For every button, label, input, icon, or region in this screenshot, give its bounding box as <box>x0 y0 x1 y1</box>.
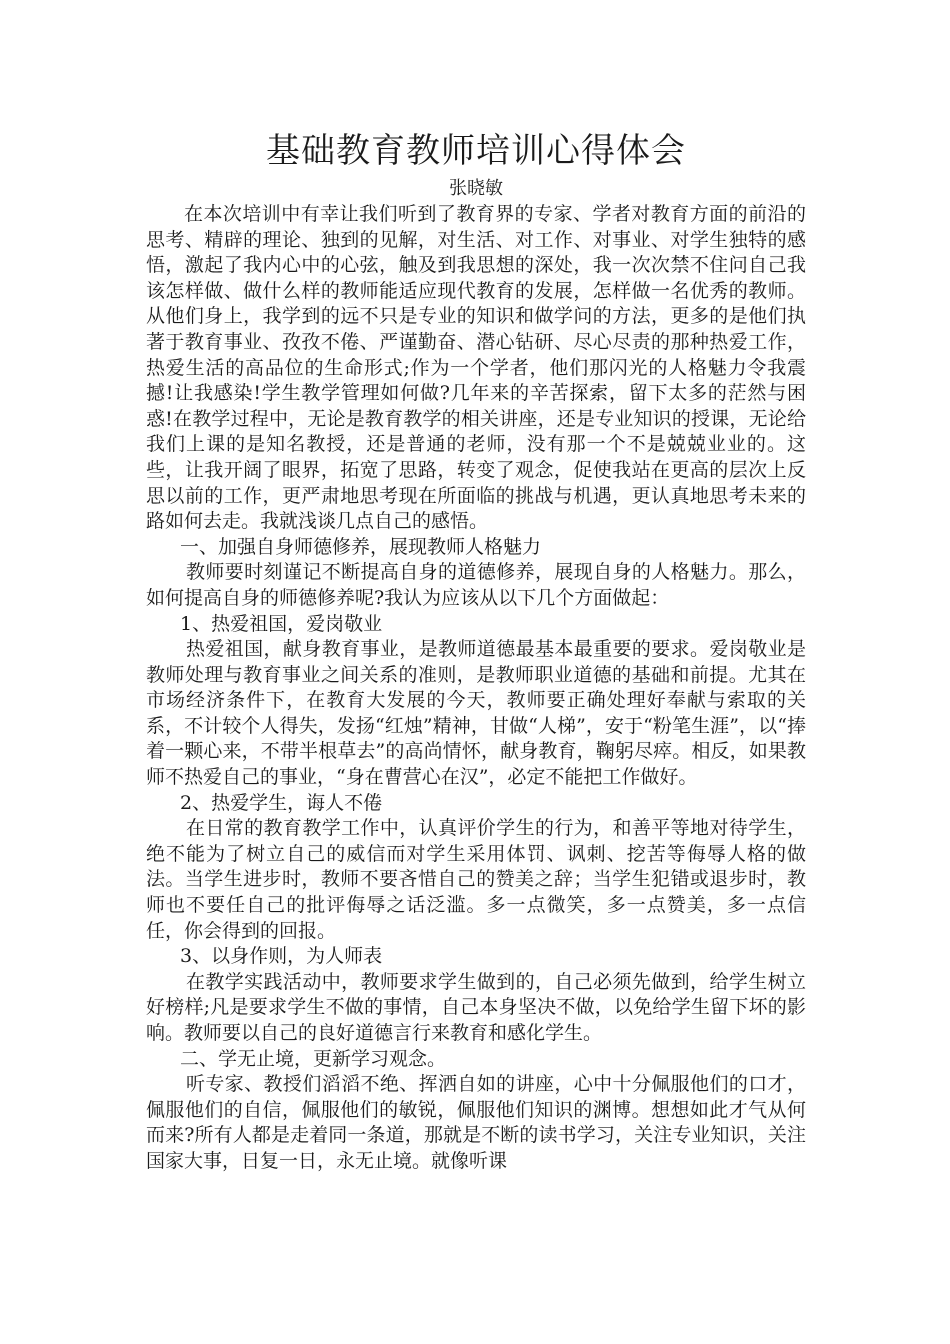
document-body <box>146 202 806 1175</box>
section-heading: 一、加强自身师德修养，展现教师人格魅力 <box>180 535 542 558</box>
paragraph: 在日常的教育教学工作中，认真评价学生的行为，和善平等地对待学生，绝不能为了树立自己的威信而对学生采用体罚、讽刺、挖苦等侮辱人格的做法。当学生进步时，教师不要吝惜自己的赞美之辞；当学生犯错或退步时，教师也不要任自己的批评侮辱之话泛滥。多一点微笑，多一点赞美，多一点信任，你会得到的回报。 <box>146 817 806 942</box>
paragraph: 教师要时刻谨记不断提高自身的道德修养，展现自身的人格魅力。那么，如何提高自身的师德修养呢?我认为应该从以下几个方面做起： <box>146 561 806 609</box>
section-heading: 二、学无止境，更新学习观念。 <box>180 1047 447 1070</box>
document-page <box>146 128 806 1175</box>
document-author: 张晓敏 <box>449 178 503 199</box>
paragraph: 热爱祖国，献身教育事业，是教师道德最基本最重要的要求。爱岗敬业是教师处理与教育事业之间关系的准则，是教师职业道德的基础和前提。尤其在市场经济条件下，在教育大发展的今天，教师要正确处理好奉献与索取的关系，不计较个人得失，发扬“红烛”精神，甘做“人梯”，安于“粉笔生涯”，以“捧着一颗心来，不带半根草去”的高尚情怀，献身教育，鞠躬尽瘁。相反，如果教师不热爱自己的事业，“身在曹营心在汉”，必定不能把工作做好。 <box>146 638 806 789</box>
document-title: 基础教育教师培训心得体会 <box>266 131 686 171</box>
paragraph: 在本次培训中有幸让我们听到了教育界的专家、学者对教育方面的前沿的思考、精辟的理论、独到的见解，对生活、对工作、对事业、对学生独特的感悟，激起了我内心中的心弦，触及到我思想的深处，我一次次禁不住问自己我该怎样做、做什么样的教师能适应现代教育的发展，怎样做一名优秀的教师。从他们身上，我学到的远不只是专业的知识和做学问的方法，更多的是他们执著于教育事业、孜孜不倦、严谨勤奋、潜心钻研、尽心尽责的那种热爱工作，热爱生活的高品位的生命形式;作为一个学者，他们那闪光的人格魅力令我震撼!让我感染!学生教学管理如何做?几年来的辛苦探索，留下太多的茫然与困惑!在教学过程中，无论是教育教学的相关讲座，还是专业知识的授课，无论给我们上课的是知名教授，还是普通的老师，没有那一个不是兢兢业业的。这些，让我开阔了眼界，拓宽了思路，转变了观念，促使我站在更高的层次上反思以前的工作，更严肃地思考现在所面临的挑战与机遇，更认真地思考未来的路如何去走。我就浅谈几点自己的感悟。 <box>146 203 806 533</box>
subsection-heading: 2、热爱学生，诲人不倦 <box>180 791 383 814</box>
subsection-heading: 3、以身作则，为人师表 <box>180 945 383 968</box>
paragraph: 听专家、教授们滔滔不绝、挥洒自如的讲座，心中十分佩服他们的口才，佩服他们的自信，佩服他们的敏锐，佩服他们知识的渊博。想想如此才气从何而来?所有人都是走着同一条道，那就是不断的读书学习，关注专业知识，关注国家大事，日复一日，永无止境。就像听课 <box>146 1073 806 1172</box>
subsection-heading: 1、热爱祖国，爱岗敬业 <box>180 612 383 635</box>
paragraph: 在教学实践活动中，教师要求学生做到的，自己必须先做到，给学生树立好榜样;凡是要求学生不做的事情，自己本身坚决不做，以免给学生留下坏的影响。教师要以自己的良好道德言行来教育和感化学生。 <box>146 970 806 1044</box>
